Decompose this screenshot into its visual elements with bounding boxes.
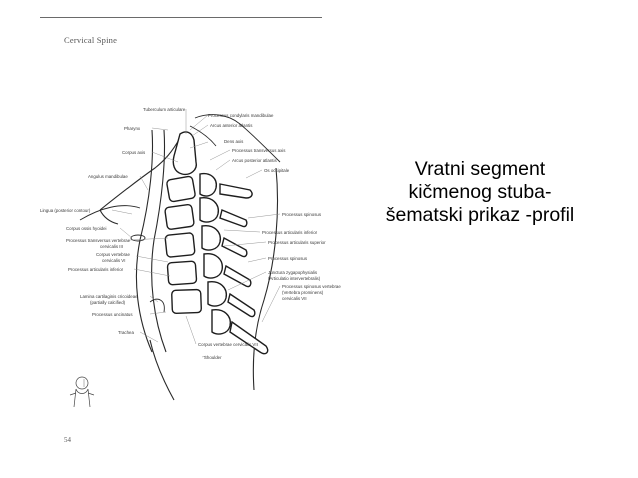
slide-title — [360, 158, 600, 227]
label-pharynx: Pharynx — [124, 126, 141, 131]
leader-lines — [112, 109, 280, 357]
spinous-process-c3 — [220, 210, 247, 227]
label-dens-axis: Dens axis — [224, 139, 244, 144]
slide-title-line-2: kičmenog stuba- — [408, 181, 552, 203]
spinous-process-c2 — [220, 184, 252, 198]
label-processus-transversus-vertebrae: Processus transversus vertebrae — [66, 238, 131, 243]
pharynx-posterior-wall — [152, 130, 166, 352]
articular-pillar-c7 — [212, 310, 230, 334]
dens-axis-shape — [173, 132, 196, 174]
vertebral-body-c6 — [167, 261, 196, 285]
label-corpus-ossis-hyoidei: Corpus ossis hyoidei — [66, 226, 107, 231]
label-shoulder: Shoulder — [204, 355, 222, 360]
cervical-spine-diagram — [40, 90, 341, 430]
articular-pillar-c6 — [208, 282, 226, 306]
label-processus-articularis-inferior-right: Processus articularis inferior — [262, 230, 318, 235]
label-processus-condylaris: Processus condylaris mandibulae — [208, 113, 274, 118]
label-corpus-axis: Corpus axis — [122, 150, 146, 155]
label-junctura-zygapophysialis: Junctura zygapophysialis — [268, 270, 318, 275]
label-lamina-cartilaginis: Lamina cartilaginis cricoideae — [80, 294, 138, 299]
label-processus-spinosus: Processus spinosus — [282, 212, 322, 217]
label-processus-transversus-axis: Processus transversus axis — [232, 148, 286, 153]
slide-title-line-3: šematski prikaz -profil — [385, 204, 575, 226]
hyoid-shape — [131, 235, 145, 241]
label-corpus-vertebrae: Corpus vertebrae — [96, 252, 130, 257]
label-processus-spinosus-2: Processus spinosus — [268, 256, 308, 261]
label-processus-transversus-vertebrae-2: cervicalis III — [100, 244, 123, 249]
slide-title-line-1: Vratni segment — [414, 158, 546, 180]
running-head: Cervical Spine — [64, 35, 118, 45]
label-arcus-posterior: Arcus posterior atlantis — [232, 158, 277, 163]
label-junctura-zygapophysialis-2: (Articulatio intervertebralis) — [268, 276, 321, 281]
articular-pillar-c3 — [200, 198, 218, 222]
spinous-process-c6 — [228, 294, 255, 317]
label-corpus-vertebrae-2: cervicalis VI — [102, 258, 126, 263]
label-angulus-mandibulae: Angulus mandibulae — [88, 174, 128, 179]
label-corpus-c7: Corpus vertebrae cervicalis VII — [198, 342, 258, 347]
trachea-contour — [150, 340, 174, 400]
orientation-figure — [70, 377, 94, 407]
label-processus-uncinatus: Processus uncinatus — [92, 312, 133, 317]
spinous-process-c7 — [230, 322, 268, 354]
label-tuberculum-articulare: Tuberculum articulare — [143, 107, 186, 112]
angulus-contour — [100, 210, 118, 224]
spinous-process-c5 — [224, 266, 251, 287]
label-lamina-cartilaginis-2: (partially calcified) — [90, 300, 126, 305]
label-lingua: Lingua (posterior contour) — [40, 208, 91, 213]
label-os-occipitale: Os occipitale — [264, 168, 290, 173]
label-processus-spinosus-c7-3: cervicalis VII — [282, 296, 307, 301]
vertebral-body-c7 — [172, 289, 202, 313]
vertebral-body-c5 — [165, 233, 195, 258]
articular-pillar-c4 — [202, 226, 220, 250]
page-number: 54 — [64, 436, 71, 444]
top-rule — [40, 17, 322, 18]
articular-pillar-c5 — [204, 254, 222, 278]
label-processus-articularis-superior: Processus articularis superior — [268, 240, 326, 245]
spinous-process-c4 — [222, 238, 247, 257]
label-arcus-anterior: Arcus anterior atlantis — [210, 123, 253, 128]
label-processus-spinosus-c7-2: (Vertebra prominens) — [282, 290, 324, 295]
label-processus-articularis-inferior-left: Processus articularis inferior — [68, 267, 124, 272]
vertebral-body-c3 — [166, 176, 195, 202]
articular-pillar-c2 — [200, 174, 216, 196]
label-processus-spinosus-c7: Processus spinosus vertebrae — [282, 284, 341, 289]
vertebral-body-c4 — [165, 204, 195, 230]
label-trachea: Trachea — [118, 330, 134, 335]
